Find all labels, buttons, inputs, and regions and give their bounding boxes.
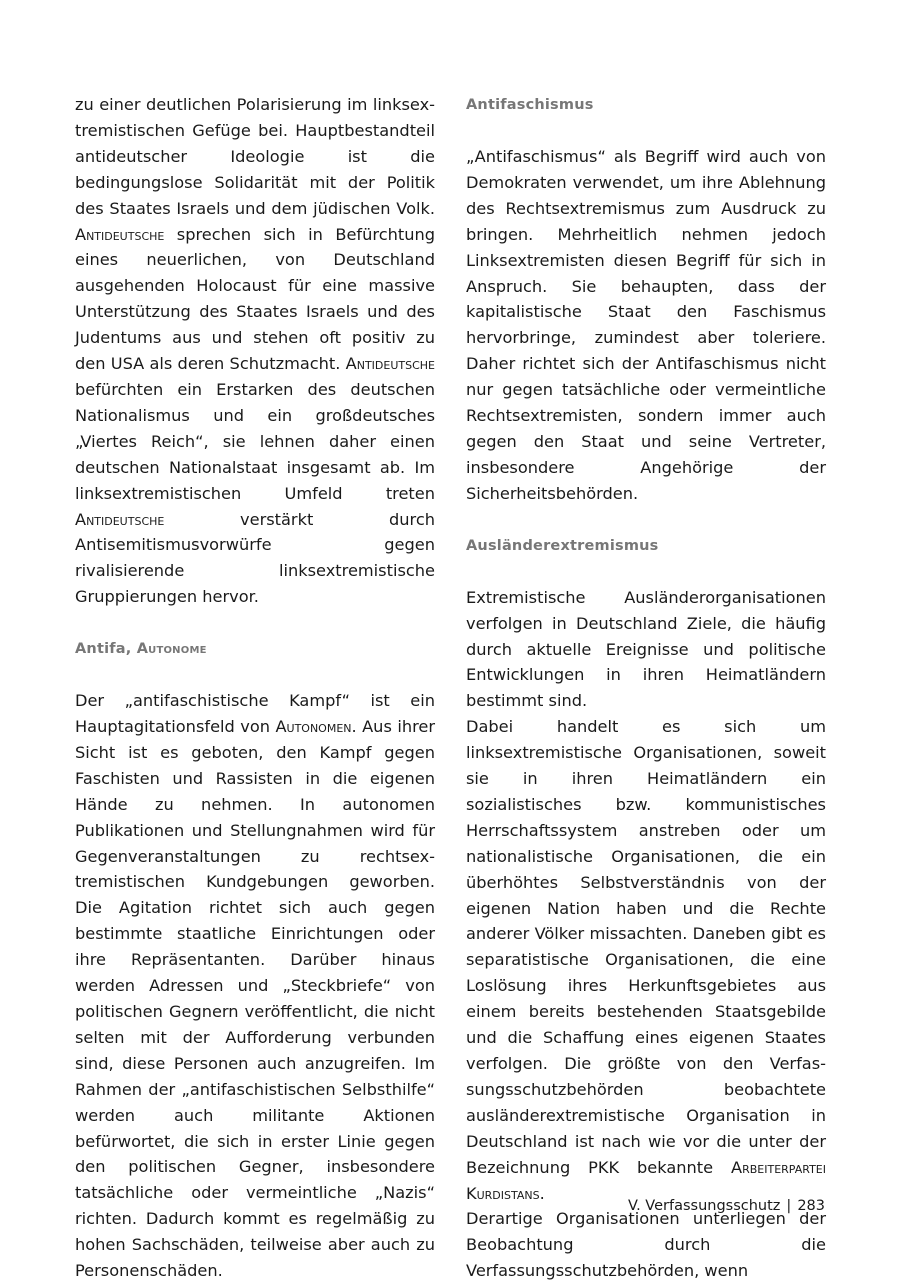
right-column <box>466 92 826 1284</box>
right-paragraph-4: Derartige Organisationen unterliegen der Beobachtung durch die Verfassungsschutzbehörden, wenn <box>466 1209 826 1281</box>
heading-antifa-autonome: Antifa, Autonome <box>75 641 207 658</box>
footer-separator: | <box>786 1198 792 1214</box>
right-paragraph-3: Dabei handelt es sich um linksextremistische Organisationen, soweit sie in ihren Heimatländern ein sozialistisches bzw. kommunistisches Herrschaftssystem anstreben oder um nationalistische Organisationen, die ein überhöhtes Selbstverständnis von der eigenen Nation haben und die Rechte anderer Völker missachten. Daneben gibt es separatistische Organisationen, die eine Loslösung ihres Herkunftsgebietes aus einem bereits bestehenden Staatsgebilde und die Schaffung eines eigenen Staates verfolgen. Die größte von den Verfassungsschutzbehörden beobachtete ausländerextremistische Organisation in Deutschland ist nach wie vor die unter der Bezeichnung PKK bekannte Arbeiterpartei Kurdistans. <box>466 717 826 1203</box>
left-column <box>75 92 435 1284</box>
term-antideutsche: Antideutsche <box>75 509 165 529</box>
heading-antifaschismus: Antifaschismus <box>466 97 594 113</box>
term-antideutsche: Antideutsche <box>345 354 435 374</box>
right-paragraph-2: Extremistische Ausländerorganisationen verfolgen in Deutschland Ziele, die häufig durch aktuelle Ereignisse und politische Entwicklungen in ihren Heimatländern bestimmt sind. <box>466 587 826 711</box>
left-paragraph-2: Der „antifaschistische Kampf“ ist ein Hauptagitationsfeld von Autonomen. Aus ihrer Sicht ist es geboten, den Kampf gegen Faschisten und Rassisten in die eigenen Hände zu nehmen. In autonomen Publikationen und Stellungnahmen wird für Gegenveranstaltungen zu rechtsextremistischen Kundgebungen geworben. Die Agitation richtet sich auch gegen bestimmte staatliche Einrichtungen oder ihre Repräsentanten. Darüber hinaus werden Adressen und „Steckbriefe“ von politischen Gegnern veröffentlicht, die nicht selten mit der Aufforderung verbunden sind, diese Personen auch anzugreifen. Im Rahmen der „antifaschistischen Selbsthilfe“ werden auch militante Aktionen befürwortet, die sich in erster Linie gegen den politischen Gegner, insbesondere tatsächliche oder vermeintliche „Nazis“ richten. Dadurch kommt es regelmäßig zu hohen Sachschäden, teilweise aber auch zu Personenschäden. <box>75 691 435 1281</box>
right-paragraph-1: „Antifaschismus“ als Begriff wird auch von Demokraten verwendet, um ihre Ablehnung des Rechtsextremismus zum Ausdruck zu bringen. Mehrheitlich nehmen jedoch Linksextremisten diesen Begriff für sich in Anspruch. Sie behaupten, dass der kapitalistische Staat den Faschismus hervorbringe, zumindest aber toleriere. Daher richtet sich der Antifaschismus nicht nur gegen tatsächliche oder vermeintliche Rechtsextremisten, sondern immer auch gegen den Staat und seine Vertreter, insbesondere Angehörige der Sicherheitsbehörden. <box>466 147 826 503</box>
term-arbeiterpartei-kurdistans: Arbeiterpartei Kurdistans <box>466 1157 826 1203</box>
term-autonome: Autonomen <box>275 717 352 737</box>
page-footer <box>628 1198 825 1214</box>
left-paragraph-1: zu einer deutlichen Polarisierung im linksextremistischen Gefüge bei. Hauptbestandteil antideutscher Ideologie ist die bedingungslose Solidarität mit der Politik des Staates Israels und dem jüdischen Volk. Antideutsche sprechen sich in Befürchtung eines neuerlichen, von Deutschland ausgehenden Holocaust für eine massive Unterstützung des Staates Israels und des Judentums aus und stehen oft positiv zu den USA als deren Schutzmacht. Antideutsche befürchten ein Erstarken des deutschen Nationalismus und ein großdeutsches „Viertes Reich“, sie lehnen daher einen deutschen Nationalstaat insgesamt ab. Im linksextremistischen Umfeld treten Antideutsche verstärkt durch Antisemitismusvorwürfe gegen rivalisierende linksextremistische Gruppierungen hervor. <box>75 95 435 607</box>
footer-section: V. Verfassungsschutz <box>628 1198 781 1214</box>
term-antideutsche: Antideutsche <box>75 224 165 244</box>
page-number: 283 <box>797 1198 825 1214</box>
heading-auslaenderextremismus: Ausländerextremismus <box>466 537 659 554</box>
